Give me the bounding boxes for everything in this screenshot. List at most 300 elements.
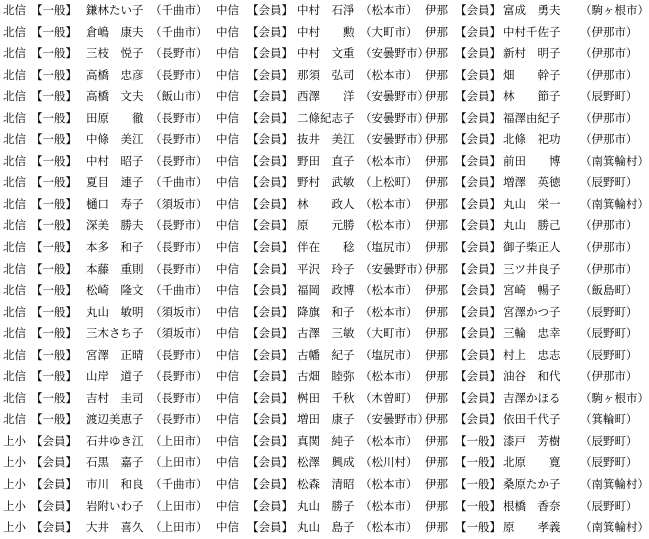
list-row — [0, 474, 649, 496]
city-1: （上田市） — [150, 455, 208, 470]
region-3: 伊那 — [425, 218, 448, 233]
region-3: 伊那 — [425, 498, 448, 513]
list-row — [0, 388, 649, 410]
region-3: 伊那 — [425, 196, 448, 211]
region-2: 中信 — [216, 455, 239, 470]
region-1: 北信 — [3, 196, 26, 211]
region-2: 中信 — [216, 369, 239, 384]
category-1: 【一般】 — [31, 369, 77, 384]
region-1: 上小 — [3, 477, 26, 492]
category-3: 【会員】 — [455, 240, 501, 255]
city-3: （辰野町） — [580, 498, 638, 513]
name-2: 松森 清昭 — [297, 477, 355, 492]
list-row — [0, 496, 640, 518]
category-1: 【一般】 — [31, 326, 77, 341]
city-2: （安曇野市） — [360, 89, 429, 104]
category-2: 【会員】 — [247, 132, 293, 147]
category-1: 【会員】 — [31, 455, 77, 470]
name-3: 丸山 栄一 — [503, 196, 561, 211]
region-1: 北信 — [3, 261, 26, 276]
category-3: 【会員】 — [455, 390, 501, 405]
name-3: 林 節子 — [503, 89, 561, 104]
city-1: （長野市） — [150, 347, 208, 362]
name-2: 古澤 三敏 — [297, 326, 355, 341]
region-2: 中信 — [216, 520, 239, 535]
name-3: 中村千佐子 — [503, 24, 561, 39]
list-row — [0, 237, 640, 259]
name-2: 林 政人 — [297, 196, 355, 211]
name-3: 福澤由紀子 — [503, 110, 561, 125]
city-1: （上田市） — [150, 498, 208, 513]
name-3: 宮澤かつ子 — [503, 304, 561, 319]
region-3: 伊那 — [425, 477, 448, 492]
category-3: 【会員】 — [455, 218, 501, 233]
name-1: 石井ゆき江 — [86, 433, 144, 448]
category-2: 【会員】 — [247, 369, 293, 384]
list-row — [0, 345, 640, 367]
city-3: （駒ヶ根市） — [580, 390, 649, 405]
city-3: （伊那市） — [580, 218, 638, 233]
region-1: 北信 — [3, 67, 26, 82]
list-row — [0, 280, 640, 302]
name-2: 中村 文重 — [297, 46, 355, 61]
city-2: （松本市） — [360, 67, 418, 82]
city-2: （上松町） — [360, 175, 418, 190]
category-3: 【会員】 — [455, 196, 501, 211]
city-3: （辰野町） — [580, 175, 638, 190]
category-3: 【会員】 — [455, 3, 501, 17]
region-1: 北信 — [3, 218, 26, 233]
city-1: （飯山市） — [150, 89, 208, 104]
city-1: （長野市） — [150, 369, 208, 384]
region-1: 上小 — [3, 433, 26, 448]
region-1: 北信 — [3, 24, 26, 39]
region-1: 北信 — [3, 46, 26, 61]
list-row — [0, 86, 640, 108]
category-3: 【一般】 — [455, 477, 501, 492]
list-row — [0, 452, 640, 474]
region-2: 中信 — [216, 67, 239, 82]
region-3: 伊那 — [425, 67, 448, 82]
name-2: 原 元勝 — [297, 218, 355, 233]
city-3: （伊那市） — [580, 110, 638, 125]
name-3: 宮崎 暢子 — [503, 283, 561, 298]
list-row — [0, 517, 649, 539]
name-3: 依田千代子 — [503, 412, 561, 427]
city-2: （安曇野市） — [360, 46, 429, 61]
category-2: 【会員】 — [247, 24, 293, 39]
city-2: （安曇野市） — [360, 110, 429, 125]
region-2: 中信 — [216, 477, 239, 492]
category-3: 【一般】 — [455, 433, 501, 448]
name-2: 丸山 島子 — [297, 520, 355, 535]
category-2: 【会員】 — [247, 110, 293, 125]
region-3: 伊那 — [425, 3, 448, 17]
name-1: 市川 和良 — [86, 477, 144, 492]
city-1: （千曲市） — [150, 24, 208, 39]
category-1: 【会員】 — [31, 433, 77, 448]
name-1: 渡辺美恵子 — [86, 412, 144, 427]
category-2: 【会員】 — [247, 477, 293, 492]
category-3: 【会員】 — [455, 153, 501, 168]
category-2: 【会員】 — [247, 196, 293, 211]
name-1: 吉村 圭司 — [86, 390, 144, 405]
name-2: 桝田 千秋 — [297, 390, 355, 405]
city-3: （伊那市） — [580, 67, 638, 82]
category-3: 【会員】 — [455, 412, 501, 427]
category-3: 【一般】 — [455, 455, 501, 470]
region-1: 北信 — [3, 132, 26, 147]
name-2: 真関 純子 — [297, 433, 355, 448]
city-2: （松本市） — [360, 433, 418, 448]
region-1: 北信 — [3, 283, 26, 298]
category-3: 【一般】 — [455, 520, 501, 535]
category-1: 【会員】 — [31, 498, 77, 513]
list-row — [0, 151, 649, 173]
region-3: 伊那 — [425, 304, 448, 319]
region-2: 中信 — [216, 304, 239, 319]
name-3: 増澤 英徳 — [503, 175, 561, 190]
category-2: 【会員】 — [247, 304, 293, 319]
name-2: 古幡 紀子 — [297, 347, 355, 362]
name-2: 降旗 和子 — [297, 304, 355, 319]
name-2: 伴在 稔 — [297, 240, 355, 255]
name-3: 原 孝義 — [503, 520, 561, 535]
city-3: （南箕輪村） — [580, 477, 649, 492]
name-1: 石黒 嘉子 — [86, 455, 144, 470]
name-3: 桑原たか子 — [503, 477, 561, 492]
name-1: 大井 喜久 — [86, 520, 144, 535]
city-2: （松本市） — [360, 520, 418, 535]
city-1: （長野市） — [150, 110, 208, 125]
city-1: （須坂市） — [150, 304, 208, 319]
name-3: 吉澤かほる — [503, 390, 561, 405]
list-row — [0, 259, 640, 281]
region-2: 中信 — [216, 196, 239, 211]
city-2: （松本市） — [360, 3, 418, 17]
name-3: 富成 勇夫 — [503, 3, 561, 17]
category-2: 【会員】 — [247, 261, 293, 276]
region-1: 北信 — [3, 304, 26, 319]
city-3: （辰野町） — [580, 304, 638, 319]
category-2: 【会員】 — [247, 46, 293, 61]
name-1: 深美 勝夫 — [86, 218, 144, 233]
list-row — [0, 108, 640, 130]
city-3: （南箕輪村） — [580, 153, 649, 168]
city-2: （松本市） — [360, 283, 418, 298]
city-2: （木曽町） — [360, 390, 418, 405]
name-2: 中村 勲 — [297, 24, 355, 39]
category-1: 【一般】 — [31, 240, 77, 255]
region-3: 伊那 — [425, 89, 448, 104]
category-2: 【会員】 — [247, 240, 293, 255]
name-1: 田原 徹 — [86, 110, 144, 125]
city-3: （伊那市） — [580, 369, 638, 384]
name-3: 漆戸 芳樹 — [503, 433, 561, 448]
region-2: 中信 — [216, 390, 239, 405]
category-2: 【会員】 — [247, 347, 293, 362]
city-1: （長野市） — [150, 390, 208, 405]
region-2: 中信 — [216, 3, 239, 17]
city-2: （松本市） — [360, 304, 418, 319]
name-1: 夏目 連子 — [86, 175, 144, 190]
city-2: （安曇野市） — [360, 132, 429, 147]
region-1: 北信 — [3, 89, 26, 104]
region-1: 北信 — [3, 347, 26, 362]
category-3: 【会員】 — [455, 326, 501, 341]
category-3: 【会員】 — [455, 89, 501, 104]
name-1: 松崎 隆文 — [86, 283, 144, 298]
list-row — [0, 302, 640, 324]
region-2: 中信 — [216, 412, 239, 427]
region-2: 中信 — [216, 46, 239, 61]
city-2: （松川村） — [360, 455, 418, 470]
category-2: 【会員】 — [247, 498, 293, 513]
city-1: （千曲市） — [150, 175, 208, 190]
category-1: 【一般】 — [31, 89, 77, 104]
city-1: （長野市） — [150, 240, 208, 255]
category-2: 【会員】 — [247, 89, 293, 104]
category-2: 【会員】 — [247, 153, 293, 168]
city-3: （辰野町） — [580, 89, 638, 104]
category-2: 【会員】 — [247, 520, 293, 535]
name-3: 畑 幹子 — [503, 67, 561, 82]
category-3: 【会員】 — [455, 369, 501, 384]
region-3: 伊那 — [425, 326, 448, 341]
list-row — [0, 172, 640, 194]
category-1: 【一般】 — [31, 218, 77, 233]
category-3: 【会員】 — [455, 67, 501, 82]
region-1: 北信 — [3, 153, 26, 168]
category-2: 【会員】 — [247, 3, 293, 17]
list-row — [0, 0, 649, 22]
region-3: 伊那 — [425, 175, 448, 190]
region-1: 北信 — [3, 412, 26, 427]
region-2: 中信 — [216, 326, 239, 341]
region-3: 伊那 — [425, 347, 448, 362]
city-1: （千曲市） — [150, 477, 208, 492]
name-3: 御子柴正人 — [503, 240, 561, 255]
city-1: （長野市） — [150, 132, 208, 147]
city-3: （辰野町） — [580, 433, 638, 448]
list-row — [0, 215, 640, 237]
category-1: 【一般】 — [31, 132, 77, 147]
name-2: 増田 康子 — [297, 412, 355, 427]
region-2: 中信 — [216, 347, 239, 362]
category-1: 【一般】 — [31, 390, 77, 405]
city-2: （松本市） — [360, 218, 418, 233]
city-3: （駒ヶ根市） — [580, 3, 649, 17]
name-2: 丸山 勝子 — [297, 498, 355, 513]
list-row — [0, 194, 649, 216]
name-1: 高橋 忠彦 — [86, 67, 144, 82]
city-2: （松本市） — [360, 196, 418, 211]
list-row — [0, 129, 640, 151]
category-3: 【会員】 — [455, 24, 501, 39]
category-1: 【一般】 — [31, 24, 77, 39]
region-3: 伊那 — [425, 369, 448, 384]
list-row — [0, 431, 640, 453]
list-row — [0, 43, 640, 65]
region-1: 北信 — [3, 240, 26, 255]
category-2: 【会員】 — [247, 390, 293, 405]
category-1: 【一般】 — [31, 347, 77, 362]
region-2: 中信 — [216, 132, 239, 147]
city-1: （須坂市） — [150, 326, 208, 341]
name-2: 二條紀志子 — [297, 110, 355, 125]
category-3: 【会員】 — [455, 175, 501, 190]
region-2: 中信 — [216, 24, 239, 39]
city-1: （長野市） — [150, 153, 208, 168]
region-3: 伊那 — [425, 412, 448, 427]
region-3: 伊那 — [425, 46, 448, 61]
region-1: 北信 — [3, 369, 26, 384]
region-3: 伊那 — [425, 283, 448, 298]
region-1: 上小 — [3, 455, 26, 470]
region-2: 中信 — [216, 261, 239, 276]
name-1: 中條 美江 — [86, 132, 144, 147]
category-3: 【会員】 — [455, 132, 501, 147]
name-1: 中村 昭子 — [86, 153, 144, 168]
name-3: 丸山 勝己 — [503, 218, 561, 233]
category-1: 【一般】 — [31, 196, 77, 211]
city-1: （長野市） — [150, 412, 208, 427]
name-3: 北原 寛 — [503, 455, 561, 470]
city-1: （千曲市） — [150, 283, 208, 298]
region-1: 北信 — [3, 110, 26, 125]
name-1: 高橋 文夫 — [86, 89, 144, 104]
region-3: 伊那 — [425, 110, 448, 125]
region-3: 伊那 — [425, 153, 448, 168]
region-3: 伊那 — [425, 24, 448, 39]
city-1: （長野市） — [150, 46, 208, 61]
category-1: 【一般】 — [31, 3, 77, 17]
category-1: 【会員】 — [31, 520, 77, 535]
category-3: 【一般】 — [455, 498, 501, 513]
city-3: （南箕輪村） — [580, 520, 649, 535]
name-3: 三ツ井良子 — [503, 261, 561, 276]
category-1: 【一般】 — [31, 261, 77, 276]
region-3: 伊那 — [425, 390, 448, 405]
name-2: 福岡 政博 — [297, 283, 355, 298]
city-3: （辰野町） — [580, 326, 638, 341]
city-1: （上田市） — [150, 433, 208, 448]
name-2: 抜井 美江 — [297, 132, 355, 147]
name-1: 本多 和子 — [86, 240, 144, 255]
category-2: 【会員】 — [247, 67, 293, 82]
name-2: 西澤 洋 — [297, 89, 355, 104]
category-3: 【会員】 — [455, 304, 501, 319]
city-2: （安曇野市） — [360, 412, 429, 427]
category-1: 【会員】 — [31, 477, 77, 492]
category-3: 【会員】 — [455, 283, 501, 298]
region-2: 中信 — [216, 153, 239, 168]
region-1: 北信 — [3, 326, 26, 341]
region-3: 伊那 — [425, 132, 448, 147]
name-3: 新村 明子 — [503, 46, 561, 61]
region-3: 伊那 — [425, 520, 448, 535]
city-3: （南箕輪村） — [580, 196, 649, 211]
list-row — [0, 22, 640, 44]
city-2: （松本市） — [360, 369, 418, 384]
name-1: 岩附いわ子 — [86, 498, 144, 513]
category-1: 【一般】 — [31, 283, 77, 298]
region-1: 北信 — [3, 3, 26, 17]
category-1: 【一般】 — [31, 175, 77, 190]
name-2: 古畑 睦弥 — [297, 369, 355, 384]
city-3: （辰野町） — [580, 455, 638, 470]
name-1: 本藤 重則 — [86, 261, 144, 276]
region-2: 中信 — [216, 240, 239, 255]
category-3: 【会員】 — [455, 261, 501, 276]
name-3: 根橋 香奈 — [503, 498, 561, 513]
category-3: 【会員】 — [455, 110, 501, 125]
list-row — [0, 65, 640, 87]
category-1: 【一般】 — [31, 412, 77, 427]
name-2: 野村 武敏 — [297, 175, 355, 190]
list-row — [0, 409, 640, 431]
category-2: 【会員】 — [247, 326, 293, 341]
city-2: （安曇野市） — [360, 261, 429, 276]
name-1: 丸山 敏明 — [86, 304, 144, 319]
region-2: 中信 — [216, 89, 239, 104]
city-2: （松本市） — [360, 498, 418, 513]
category-2: 【会員】 — [247, 283, 293, 298]
name-3: 村上 忠志 — [503, 347, 561, 362]
city-3: （伊那市） — [580, 24, 638, 39]
name-3: 前田 博 — [503, 153, 561, 168]
list-row — [0, 323, 640, 345]
name-1: 倉嶋 康夫 — [86, 24, 144, 39]
region-1: 上小 — [3, 520, 26, 535]
category-3: 【会員】 — [455, 46, 501, 61]
name-2: 那須 弘司 — [297, 67, 355, 82]
region-1: 上小 — [3, 498, 26, 513]
city-3: （伊那市） — [580, 261, 638, 276]
name-3: 北條 祀功 — [503, 132, 561, 147]
category-1: 【一般】 — [31, 153, 77, 168]
city-1: （長野市） — [150, 261, 208, 276]
name-1: 三枝 悦子 — [86, 46, 144, 61]
category-2: 【会員】 — [247, 175, 293, 190]
region-2: 中信 — [216, 433, 239, 448]
name-1: 山岸 道子 — [86, 369, 144, 384]
city-2: （大町市） — [360, 24, 418, 39]
name-2: 平沢 玲子 — [297, 261, 355, 276]
city-3: （飯島町） — [580, 283, 638, 298]
name-2: 中村 石淨 — [297, 3, 355, 17]
city-1: （長野市） — [150, 67, 208, 82]
name-1: 宮澤 正晴 — [86, 347, 144, 362]
region-2: 中信 — [216, 218, 239, 233]
name-2: 野田 直子 — [297, 153, 355, 168]
name-3: 三輪 忠幸 — [503, 326, 561, 341]
name-1: 樋口 寿子 — [86, 196, 144, 211]
category-1: 【一般】 — [31, 67, 77, 82]
region-3: 伊那 — [425, 261, 448, 276]
city-3: （辰野町） — [580, 347, 638, 362]
region-2: 中信 — [216, 110, 239, 125]
category-2: 【会員】 — [247, 455, 293, 470]
region-2: 中信 — [216, 498, 239, 513]
name-3: 油谷 和代 — [503, 369, 561, 384]
region-1: 北信 — [3, 175, 26, 190]
category-3: 【会員】 — [455, 347, 501, 362]
region-2: 中信 — [216, 175, 239, 190]
city-1: （上田市） — [150, 520, 208, 535]
city-1: （須坂市） — [150, 196, 208, 211]
city-2: （松本市） — [360, 153, 418, 168]
